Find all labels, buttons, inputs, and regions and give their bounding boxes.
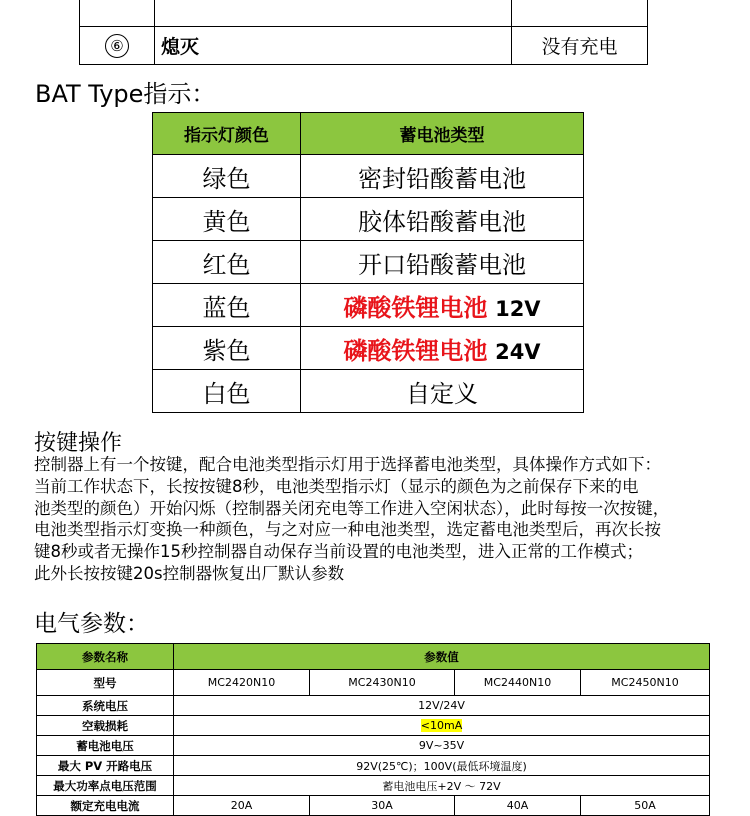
model-value: MC2450N10	[581, 670, 710, 696]
paragraph-line: 此外长按按键20s控制器恢复出厂默认参数	[34, 563, 345, 583]
battery-type	[301, 155, 584, 198]
paragraph-line: 电池类型指示灯变换一种颜色，与之对应一种电池类型，选定蓄电池类型后，再次长按	[34, 520, 661, 540]
table-row	[37, 756, 710, 776]
table-row	[153, 241, 584, 284]
bat-type-table	[152, 112, 584, 413]
param-name: 蓄电池电压	[37, 736, 174, 756]
battery-type	[301, 284, 584, 327]
status-state	[155, 0, 512, 27]
battery-type-label: 开口铅酸蓄电池	[358, 250, 526, 279]
electrical-params-heading: 电气参数：	[34, 611, 149, 637]
battery-type-label: 密封铅酸蓄电池	[358, 164, 526, 193]
paragraph-line: 池类型的颜色）开始闪烁（控制器关闭充电等工作进入空闲状态），此时每按一次按键，	[34, 498, 670, 518]
current-value: 40A	[455, 796, 581, 816]
current-value: 20A	[174, 796, 310, 816]
status-desc	[512, 0, 648, 27]
table-row	[80, 0, 648, 27]
battery-voltage: 24V	[495, 339, 541, 364]
param-name: 系统电压	[37, 696, 174, 716]
table-row	[153, 370, 584, 413]
table-row	[37, 670, 710, 696]
header-indicator-color: 指示灯颜色	[153, 113, 301, 155]
header-param-name: 参数名称	[37, 644, 174, 670]
param-name: 额定充电电流	[37, 796, 174, 816]
table-row	[37, 776, 710, 796]
battery-type-label: 磷酸铁锂电池	[343, 292, 488, 322]
model-value: MC2420N10	[174, 670, 310, 696]
battery-type	[301, 241, 584, 284]
table-row	[37, 736, 710, 756]
indicator-color: 蓝色	[153, 284, 301, 327]
highlighted-value: <10mA	[420, 719, 463, 732]
battery-type	[301, 327, 584, 370]
indicator-color: 红色	[153, 241, 301, 284]
button-operation-heading: 按键操作	[34, 431, 123, 456]
table-header-row	[153, 113, 584, 155]
indicator-color: 白色	[153, 370, 301, 413]
param-value: 12V/24V	[174, 696, 710, 716]
indicator-color: 紫色	[153, 327, 301, 370]
param-name: 空载损耗	[37, 716, 174, 736]
current-value: 50A	[581, 796, 710, 816]
circled-six: ⑥	[105, 34, 129, 58]
param-name: 最大 PV 开路电压	[37, 756, 174, 776]
status-num	[80, 27, 155, 65]
battery-type-label: 自定义	[406, 379, 478, 408]
status-num	[80, 0, 155, 27]
status-table-fragment	[79, 0, 648, 65]
table-row	[153, 198, 584, 241]
indicator-color: 绿色	[153, 155, 301, 198]
electrical-params-table	[36, 643, 710, 816]
model-value: MC2430N10	[310, 670, 455, 696]
param-value: 蓄电池电压+2V ～ 72V	[174, 776, 710, 796]
bat-type-heading: BAT Type指示：	[35, 80, 216, 108]
battery-type-label: 胶体铅酸蓄电池	[358, 207, 526, 236]
battery-type	[301, 370, 584, 413]
table-row	[153, 155, 584, 198]
battery-voltage: 12V	[495, 296, 541, 321]
indicator-color: 黄色	[153, 198, 301, 241]
paragraph-line: 键8秒或者无操作15秒控制器自动保存当前设置的电池类型，进入正常的工作模式；	[34, 542, 643, 562]
table-row	[80, 27, 648, 65]
param-name: 型号	[37, 670, 174, 696]
table-row	[153, 327, 584, 370]
paragraph-line: 控制器上有一个按键，配合电池类型指示灯用于选择蓄电池类型，具体操作方式如下：	[34, 455, 661, 474]
table-header-row	[37, 644, 710, 670]
current-value: 30A	[310, 796, 455, 816]
table-row	[37, 796, 710, 816]
table-row	[37, 696, 710, 716]
battery-type-label: 磷酸铁锂电池	[343, 335, 488, 365]
param-value: 92V(25℃)；100V(最低环境温度)	[174, 756, 710, 776]
status-desc: 没有充电	[512, 27, 648, 65]
header-battery-type: 蓄电池类型	[301, 113, 584, 155]
param-name: 最大功率点电压范围	[37, 776, 174, 796]
status-state: 熄灭	[155, 27, 512, 65]
param-value: 9V~35V	[174, 736, 710, 756]
button-operation-text	[34, 454, 746, 585]
paragraph-line: 当前工作状态下，长按按键8秒，电池类型指示灯（显示的颜色为之前保存下来的电	[34, 476, 639, 496]
battery-type	[301, 198, 584, 241]
header-param-value: 参数值	[174, 644, 710, 670]
param-value	[174, 716, 710, 736]
table-row	[153, 284, 584, 327]
table-row	[37, 716, 710, 736]
model-value: MC2440N10	[455, 670, 581, 696]
